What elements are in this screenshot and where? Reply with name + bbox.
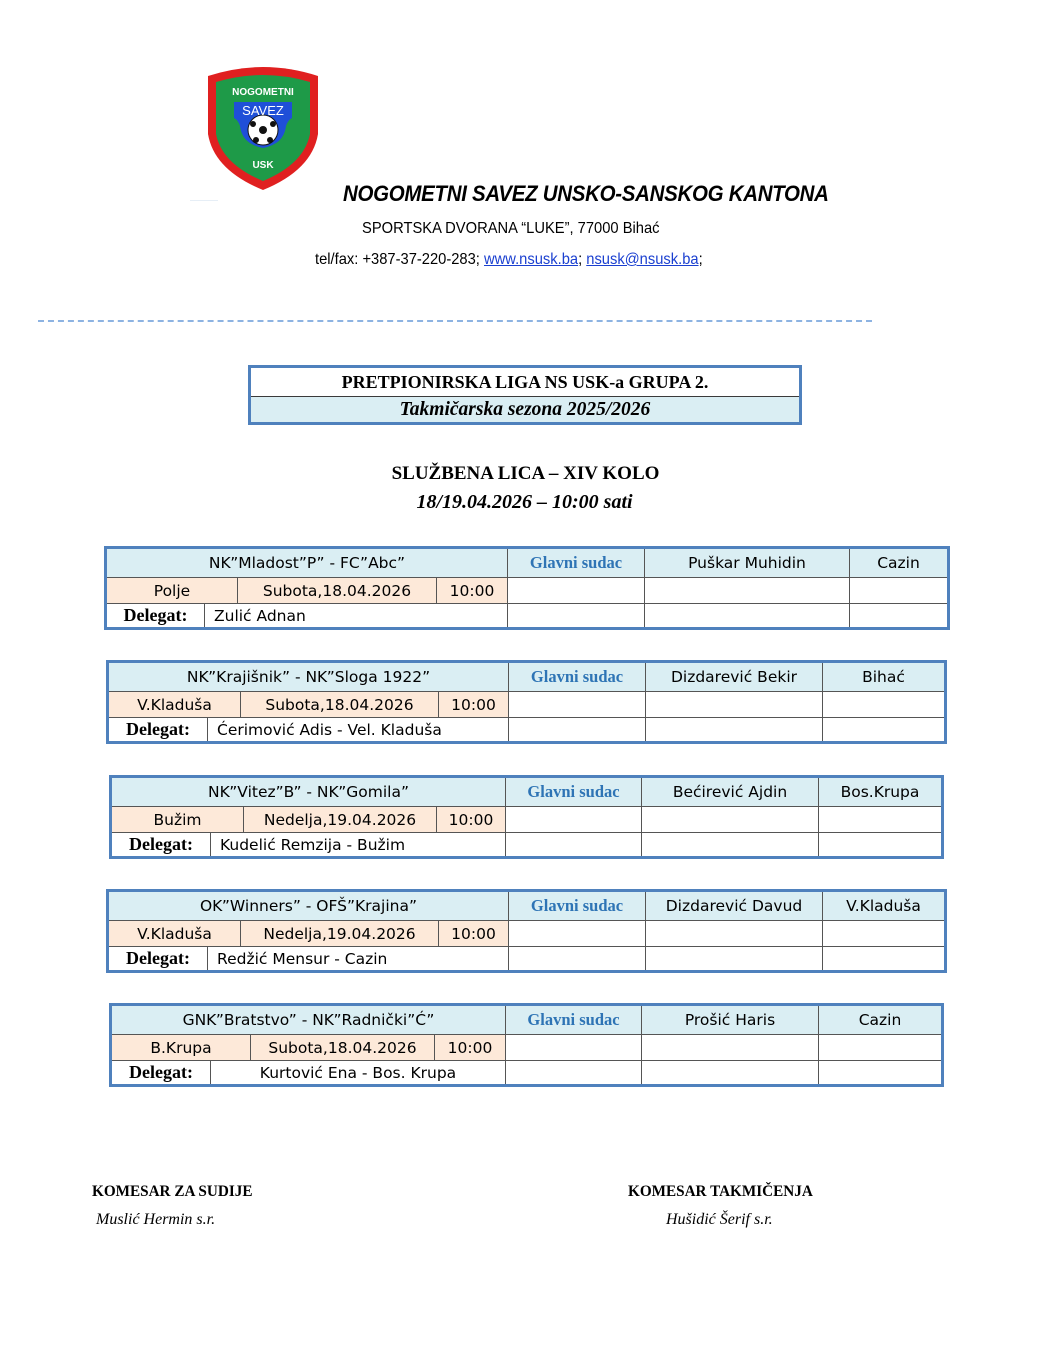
association-logo (204, 64, 322, 192)
venue: V.Kladuša (109, 920, 240, 946)
signature-name-competition: Hušidić Šerif s.r. (666, 1211, 773, 1228)
delegate-name: Ćerimović Adis - Vel. Kladuša (207, 717, 508, 741)
referee-city: V.Kladuša (822, 892, 944, 920)
organization-address: SPORTSKA DVORANA “LUKE”, 77000 Bihać (362, 220, 660, 237)
role-label: Glavni sudac (505, 1006, 641, 1034)
empty-cell (505, 1034, 641, 1060)
empty-cell (507, 603, 644, 627)
round-date: 18/19.04.2026 – 10:00 sati (416, 491, 633, 513)
role-label: Glavni sudac (507, 549, 644, 577)
separator: ; (578, 251, 587, 268)
empty-cell (818, 832, 941, 856)
role-label: Glavni sudac (508, 892, 645, 920)
fixture: OK”Winners” - OFŠ”Krajina” (109, 892, 508, 920)
separator: ; (698, 251, 703, 268)
fixture: NK”Mladost”P” - FC”Abc” (107, 549, 507, 577)
empty-cell (505, 806, 641, 832)
venue: B.Krupa (112, 1034, 250, 1060)
league-box (248, 365, 802, 425)
empty-cell (822, 920, 944, 946)
referee-city: Bihać (822, 663, 944, 691)
season-label: Takmičarska sezona 2025/2026 (251, 397, 799, 422)
referee-name: Prošić Haris (641, 1006, 818, 1034)
empty-cell (508, 920, 645, 946)
empty-cell (849, 577, 947, 603)
referee-name: Dizdarević Bekir (645, 663, 822, 691)
delegate-name: Redžić Mensur - Cazin (207, 946, 508, 970)
empty-cell (818, 1060, 941, 1084)
empty-cell (507, 577, 644, 603)
empty-cell (822, 691, 944, 717)
venue: Polje (107, 577, 237, 603)
empty-cell (505, 1060, 641, 1084)
empty-cell (644, 577, 849, 603)
delegate-label: Delegat: (109, 946, 207, 970)
match-time: 10:00 (436, 577, 507, 603)
venue: V.Kladuša (109, 691, 240, 717)
logo-underline (190, 200, 218, 201)
empty-cell (822, 717, 944, 741)
match-table (104, 546, 950, 630)
league-title: PRETPIONIRSKA LIGA NS USK-a GRUPA 2. (251, 368, 799, 397)
empty-cell (645, 691, 822, 717)
website-link[interactable]: www.nsusk.ba (483, 251, 579, 268)
empty-cell (641, 1034, 818, 1060)
referee-city: Cazin (849, 549, 947, 577)
match-table (106, 660, 947, 744)
match-time: 10:00 (434, 1034, 505, 1060)
empty-cell (505, 832, 641, 856)
role-label: Glavni sudac (508, 663, 645, 691)
empty-cell (818, 1034, 941, 1060)
match-date: Subota,18.04.2026 (237, 577, 436, 603)
fixture: GNK”Bratstvo” - NK”Radnički”Ć” (112, 1006, 505, 1034)
empty-cell (645, 946, 822, 970)
shield-crest-icon (204, 64, 322, 192)
phone-fax: tel/fax: +387-37-220-283; (315, 251, 484, 268)
empty-cell (645, 920, 822, 946)
email-link[interactable]: nsusk@nsusk.ba (586, 251, 699, 268)
delegate-label: Delegat: (112, 832, 210, 856)
referee-city: Cazin (818, 1006, 941, 1034)
match-date: Nedelja,19.04.2026 (240, 920, 438, 946)
delegate-label: Delegat: (109, 717, 207, 741)
empty-cell (508, 717, 645, 741)
empty-cell (644, 603, 849, 627)
fixture: NK”Vitez”B” - NK”Gomila” (112, 778, 505, 806)
match-table (109, 1003, 944, 1087)
match-table (106, 889, 947, 973)
match-time: 10:00 (438, 920, 508, 946)
svg-text:NOGOMETNI: NOGOMETNI (232, 87, 294, 98)
referee-name: Puškar Muhidin (644, 549, 849, 577)
delegate-name: Kudelić Remzija - Bužim (210, 832, 505, 856)
match-time: 10:00 (436, 806, 505, 832)
fixture: NK”Krajišnik” - NK”Sloga 1922” (109, 663, 508, 691)
delegate-name: Kurtović Ena - Bos. Krupa (210, 1060, 505, 1084)
round-title: SLUŽBENA LICA – XIV KOLO (391, 463, 660, 484)
empty-cell (641, 1060, 818, 1084)
organization-contact (315, 251, 703, 269)
referee-name: Dizdarević Davud (645, 892, 822, 920)
empty-cell (645, 717, 822, 741)
match-date: Subota,18.04.2026 (250, 1034, 434, 1060)
empty-cell (641, 832, 818, 856)
venue: Bužim (112, 806, 243, 832)
empty-cell (849, 603, 947, 627)
match-date: Subota,18.04.2026 (240, 691, 438, 717)
delegate-label: Delegat: (107, 603, 204, 627)
empty-cell (508, 946, 645, 970)
signature-title-referees: KOMESAR ZA SUDIJE (92, 1183, 253, 1200)
organization-name: NOGOMETNI SAVEZ UNSKO-SANSKOG KANTONA (343, 181, 829, 206)
referee-city: Bos.Krupa (818, 778, 941, 806)
header-divider (38, 320, 872, 322)
delegate-label: Delegat: (112, 1060, 210, 1084)
signature-title-competition: KOMESAR TAKMIČENJA (628, 1183, 813, 1200)
signature-name-referees: Muslić Hermin s.r. (96, 1211, 216, 1228)
match-table (109, 775, 944, 859)
referee-name: Bećirević Ajdin (641, 778, 818, 806)
svg-text:USK: USK (252, 160, 274, 171)
empty-cell (508, 691, 645, 717)
delegate-name: Zulić Adnan (204, 603, 507, 627)
svg-text:SAVEZ: SAVEZ (242, 103, 284, 118)
role-label: Glavni sudac (505, 778, 641, 806)
empty-cell (822, 946, 944, 970)
empty-cell (818, 806, 941, 832)
match-date: Nedelja,19.04.2026 (243, 806, 436, 832)
match-time: 10:00 (438, 691, 508, 717)
empty-cell (641, 806, 818, 832)
